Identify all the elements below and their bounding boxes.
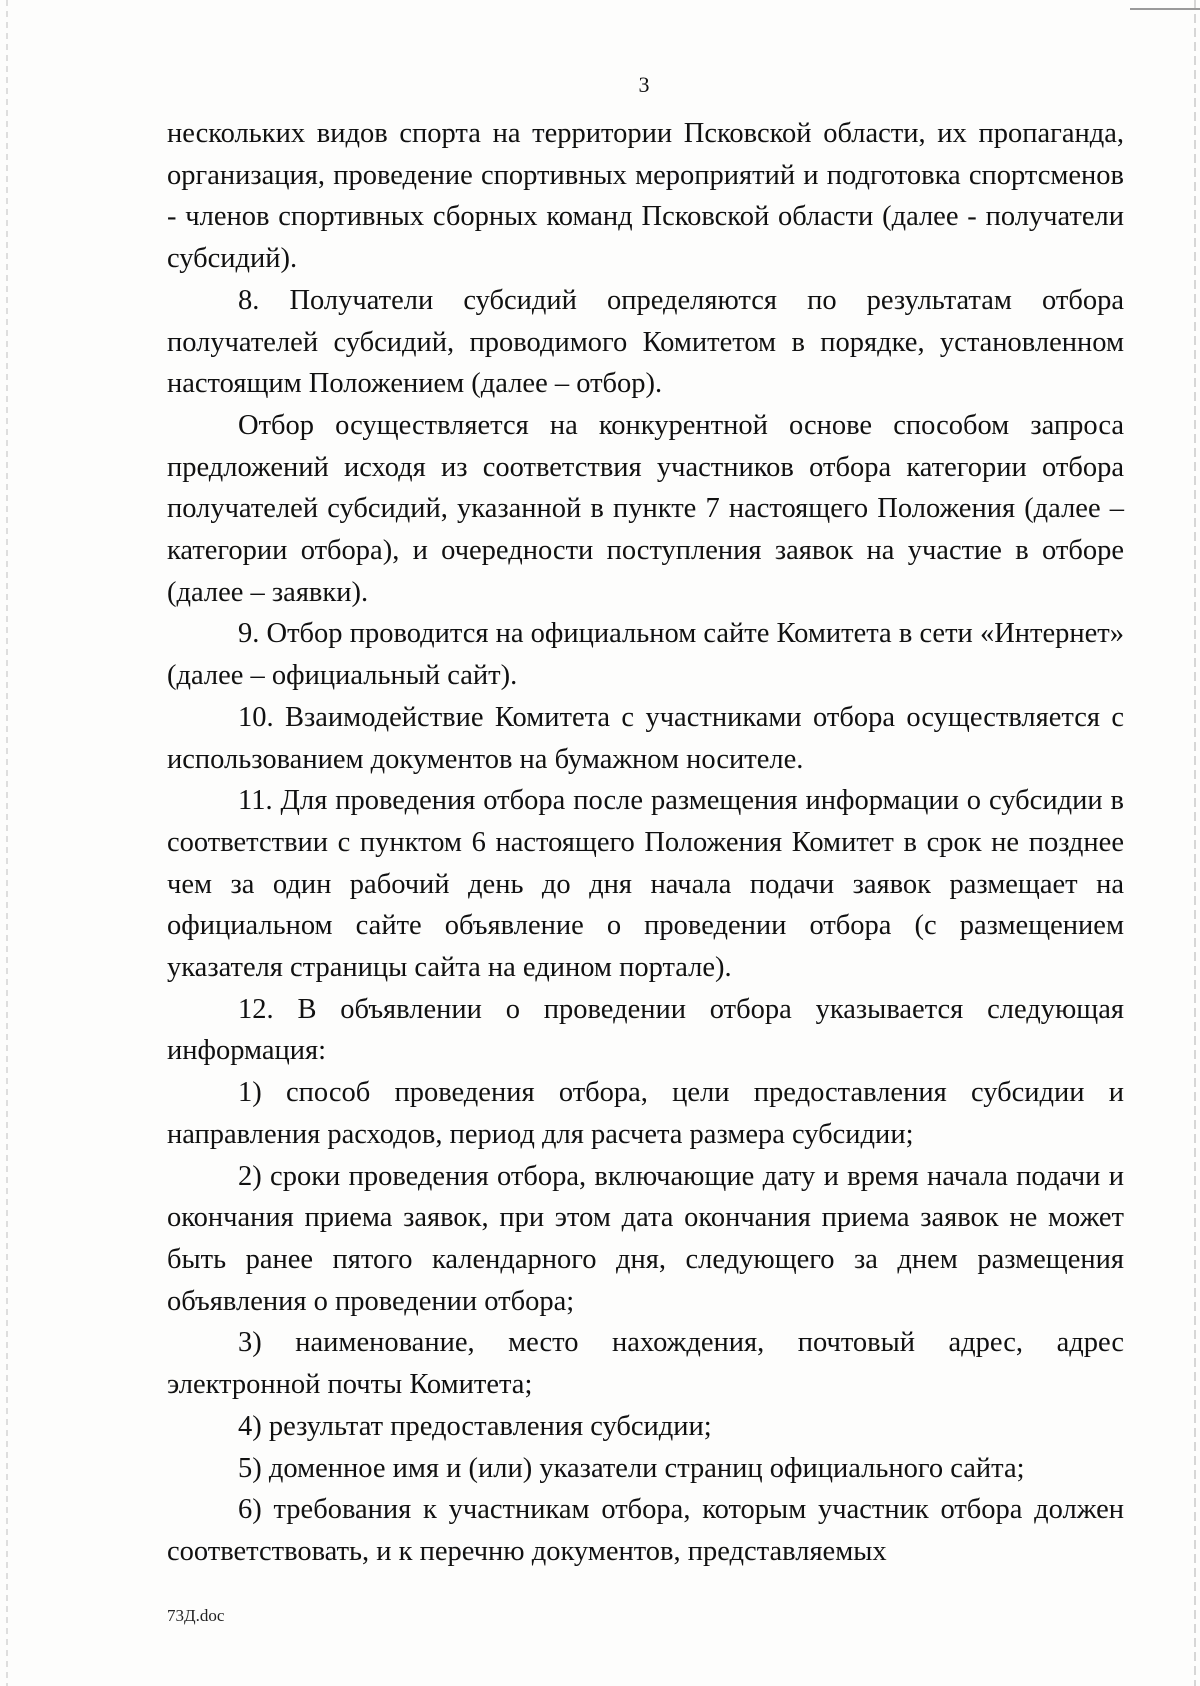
page-number: 3 xyxy=(638,72,650,97)
scan-edge-left xyxy=(6,0,8,1686)
scan-corner-mark xyxy=(1130,8,1200,10)
paragraph-item-10: 10. Взаимодействие Комитета с участниками отбора осуществляется с использованием документов на бумажном носителе. xyxy=(167,701,1124,775)
list-item-3: 3) наименование, место нахождения, почтовый адрес, адрес электронной почты Комитета; xyxy=(167,1327,1124,1401)
document-file-code: 73Д.doc xyxy=(167,1606,225,1625)
list-item-5: 5) доменное имя и (или) указатели страниц официального сайта; xyxy=(238,1452,1025,1484)
list-item-2: 2) сроки проведения отбора, включающие дату и время начала подачи и окончания приема заявок, при этом дата окончания приема заявок не может быть ранее пятого календарного дня, следующего за днем размещения объявления о проведении отбора; xyxy=(167,1160,1124,1317)
paragraph-item-9: 9. Отбор проводится на официальном сайте Комитета в сети «Интернет» (далее – официальный сайт). xyxy=(167,618,1124,692)
paragraph-continuation: нескольких видов спорта на территории Псковской области, их пропаганда, организация, проведение спортивных мероприятий и подготовка спортсменов - членов спортивных сборных команд Псковской области (далее - получатели субсидий). xyxy=(167,118,1124,275)
scan-edge-right xyxy=(1194,0,1196,1686)
paragraph-item-12: 12. В объявлении о проведении отбора указывается следующая информация: xyxy=(167,993,1124,1067)
list-item-4: 4) результат предоставления субсидии; xyxy=(238,1410,712,1442)
list-item-1: 1) способ проведения отбора, цели предоставления субсидии и направления расходов, период для расчета размера субсидии; xyxy=(167,1077,1124,1150)
paragraph-item-8: 8. Получатели субсидий определяются по результатам отбора получателей субсидий, проводимого Комитетом в порядке, установленном настоящим Положением (далее – отбор). xyxy=(167,284,1124,400)
list-item-6: 6) требования к участникам отбора, которым участник отбора должен соответствовать, и к перечню документов, представляемых xyxy=(167,1494,1124,1567)
document-body xyxy=(167,113,1124,1573)
paragraph-selection-method: Отбор осуществляется на конкурентной основе способом запроса предложений исходя из соответствия участников отбора категории отбора получателей субсидий, указанной в пункте 7 настоящего Положения (далее – категории отбора), и очередности поступления заявок на участие в отборе (далее – заявки). xyxy=(167,409,1124,608)
paragraph-item-11: 11. Для проведения отбора после размещения информации о субсидии в соответствии с пунктом 6 настоящего Положения Комитет в срок не позднее чем за один рабочий день до дня начала подачи заявок размещает на официальном сайте объявление о проведении отбора (с размещением указателя страницы сайта на едином портале). xyxy=(167,785,1124,984)
